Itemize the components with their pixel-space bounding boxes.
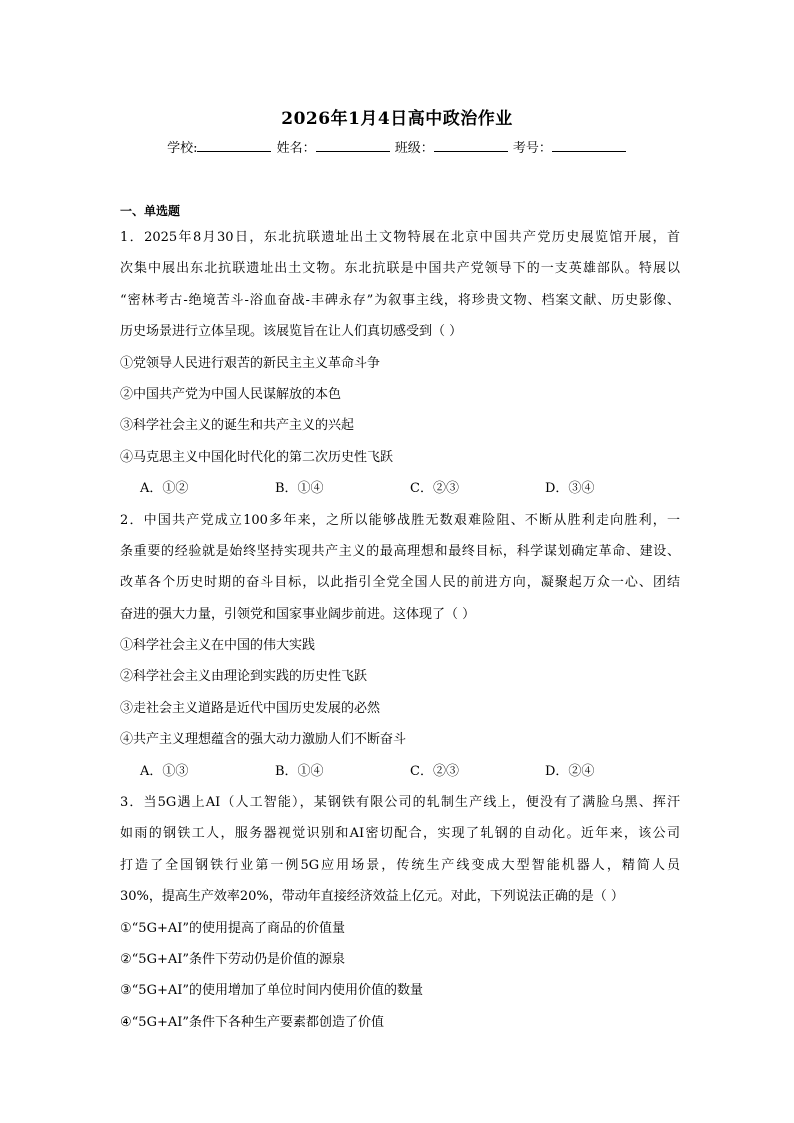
question-stem-line: “密林考古-绝境苦斗-浴血奋战-丰碑永存”为叙事主线，将珍贵文物、档案文献、历史影像、 [120,292,680,308]
class-label: 班级： [394,141,434,156]
statement-item: ③科学社会主义的诞生和共产主义的兴起 [120,418,355,434]
option-d[interactable]: D．③④ [545,481,595,497]
question-stem-line: 改革各个历史时期的奋斗目标，以此指引全党全国人民的前进方向，凝聚起万众一心、团结 [120,575,680,591]
exam-number-label: 考号： [512,141,552,156]
statement-item: ③“5G+AI”的使用增加了单位时间内使用价值的数量 [120,983,424,999]
question-stem-line: 条重要的经验就是始终坚持实现共产主义的最高理想和最终目标，科学谋划确定革命、建设、 [120,543,680,559]
statement-item: ③走社会主义道路是近代中国历史发展的必然 [120,700,381,716]
statement-item: ④马克思主义中国化时代化的第二次历史性飞跃 [120,449,394,465]
statement-item: ②“5G+AI”条件下劳动仍是价值的源泉 [120,951,346,967]
statement-item: ②中国共产党为中国人民谋解放的本色 [120,386,342,402]
option-d[interactable]: D．②④ [545,763,595,779]
question-stem-line: 历史场景进行立体呈现。该展览旨在让人们真切感受到（ ） [120,324,463,340]
question-stem-line: 3．当5G遇上AI（人工智能），某钢铁有限公司的轧制生产线上，便没有了满脸乌黑、挥汗 [120,795,680,811]
name-label: 姓名： [276,141,316,156]
question-stem-line: 如雨的钢铁工人，服务器视觉识别和AI密切配合，实现了轧钢的自动化。近年来，该公司 [120,826,680,842]
question-stem-line: 次集中展出东北抗联遗址出土文物。东北抗联是中国共产党领导下的一支英雄部队。特展以 [120,261,680,277]
name-blank[interactable] [316,139,390,152]
school-blank[interactable] [197,139,271,152]
school-label: 学校: [167,141,198,156]
question-stem-line: 奋进的强大力量，引领党和国家事业阔步前进。这体现了（ ） [120,606,476,622]
statement-item: ④共产主义理想蕴含的强大动力激励人们不断奋斗 [120,732,407,748]
page-title: 2026年1月4日高中政治作业 [281,109,513,129]
answer-options [120,473,680,504]
question-content [120,200,680,1038]
question-stem-line: 打造了全国钢铁行业第一例5G应用场景，传统生产线变成大型智能机器人，精简人员 [120,857,680,873]
question-2 [120,505,680,788]
question-3 [120,787,680,1038]
statement-item: ①党领导人民进行艰苦的新民主主义革命斗争 [120,355,381,371]
section-title: 一、单选题 [120,204,181,218]
student-info-row [0,137,794,156]
statement-item: ①科学社会主义在中国的伟大实践 [120,638,316,654]
option-c[interactable]: C．②③ [410,481,459,497]
option-b[interactable]: B．①④ [275,481,324,497]
class-blank[interactable] [434,139,508,152]
question-stem-line: 2．中国共产党成立100多年来，之所以能够战胜无数艰难险阻、不断从胜利走向胜利，一 [120,512,680,528]
question-1 [120,222,680,505]
answer-options [120,756,680,787]
option-b[interactable]: B．①④ [275,763,324,779]
statement-item: ②科学社会主义由理论到实践的历史性飞跃 [120,669,368,685]
option-a[interactable]: A．①② [140,481,189,497]
question-stem-line: 1．2025年8月30日，东北抗联遗址出土文物特展在北京中国共产党历史展览馆开展，首 [120,230,680,245]
option-c[interactable]: C．②③ [410,763,459,779]
option-a[interactable]: A．①③ [140,763,189,779]
question-stem-line: 30%，提高生产效率20%，带动年直接经济效益上亿元。对此，下列说法正确的是（ ） [120,889,624,905]
exam-number-blank[interactable] [552,139,626,152]
statement-item: ①“5G+AI”的使用提高了商品的价值量 [120,920,346,936]
statement-item: ④“5G+AI”条件下各种生产要素都创造了价值 [120,1014,385,1030]
